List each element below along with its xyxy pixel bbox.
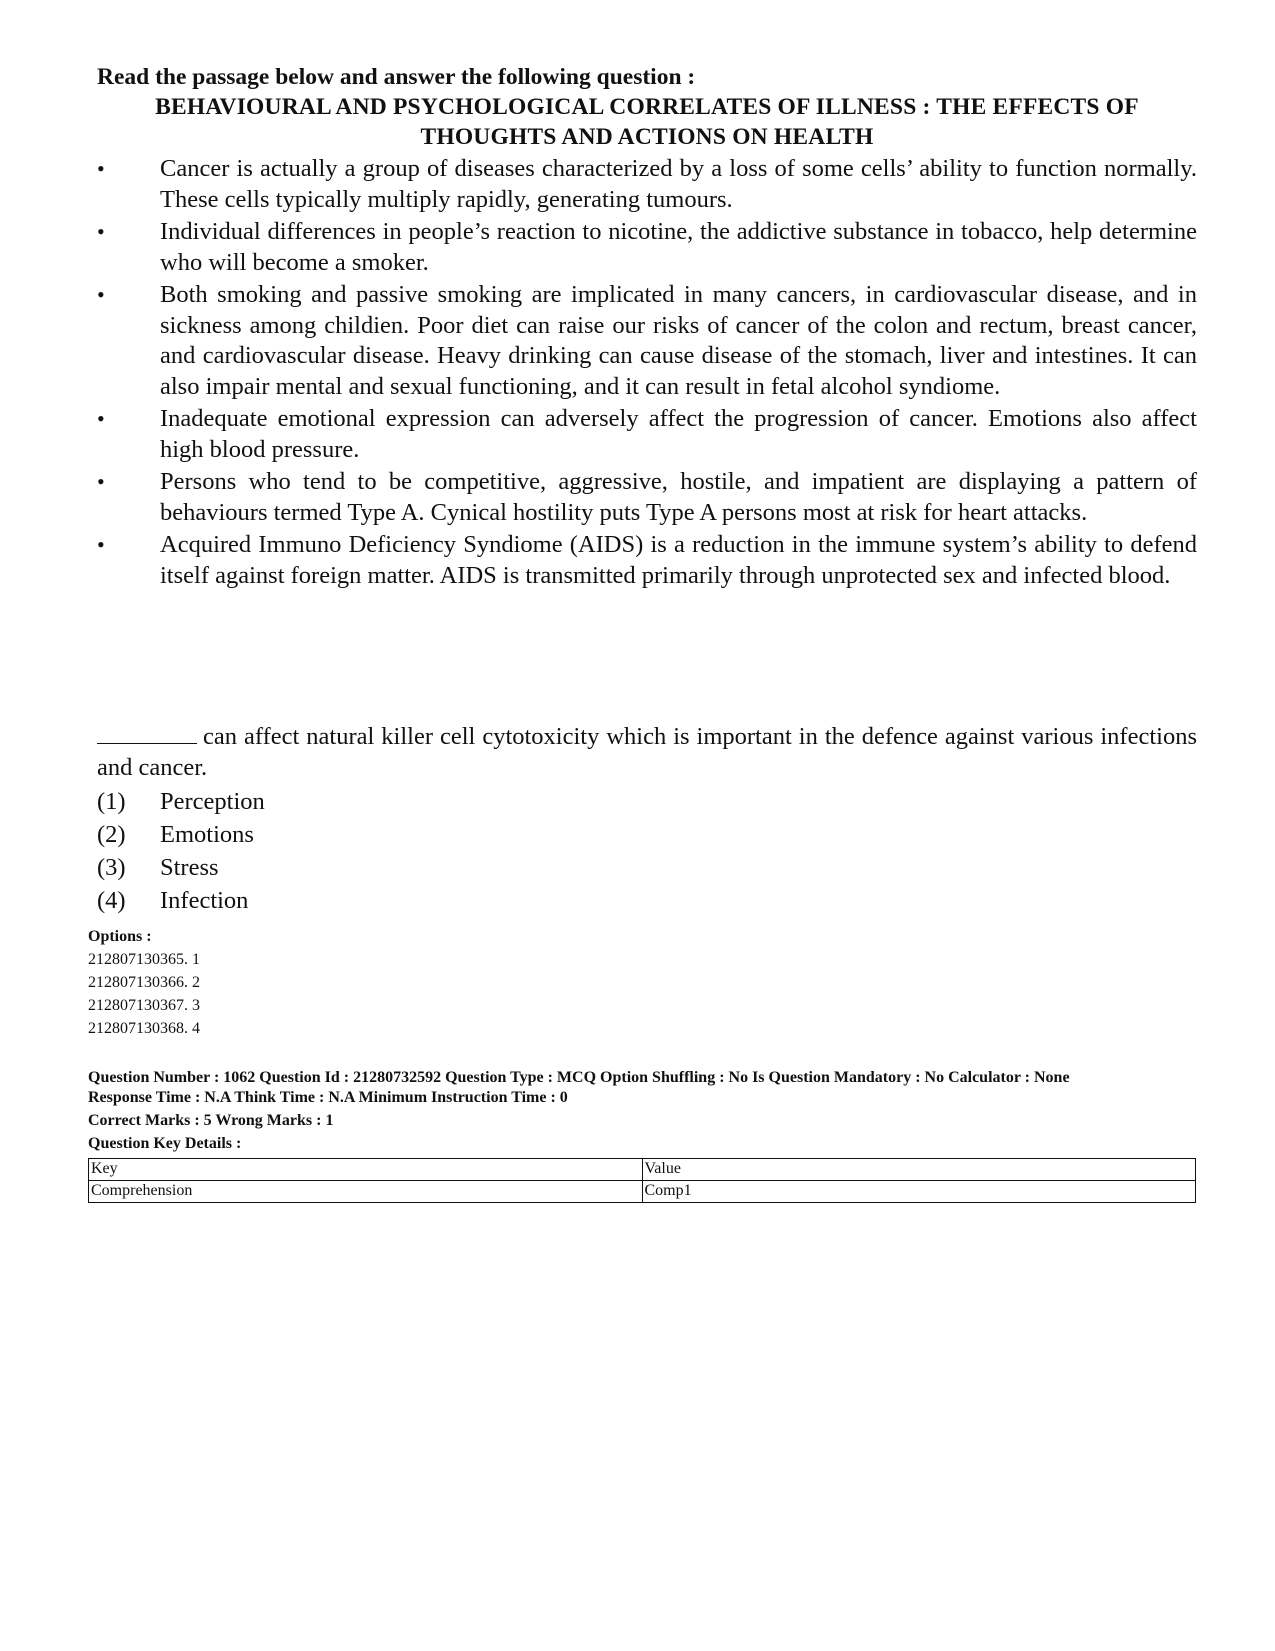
bullet-text: Cancer is actually a group of diseases characterized by a loss of some cells’ ability to function normally. These cells typically multiply rapidly, generating tumours. — [160, 155, 1197, 213]
passage — [97, 62, 1197, 593]
question-info-line: Response Time : N.A Think Time : N.A Minimum Instruction Time : 0 — [88, 1089, 568, 1106]
bullet-icon: • — [97, 156, 105, 181]
table-cell-key: Comprehension — [89, 1181, 643, 1203]
bullet-icon: • — [97, 406, 105, 431]
list-item — [97, 154, 1197, 215]
choice-text: Emotions — [160, 821, 254, 849]
list-item — [97, 467, 1197, 528]
table-row — [89, 1181, 1196, 1203]
option-id: 212807130368. 4 — [88, 1020, 200, 1037]
choice-number: (4) — [97, 887, 126, 915]
bullet-text: Both smoking and passive smoking are implicated in many cancers, in cardiovascular disease, and in sickness among childien. Poor diet can raise our risks of cancer of the colon and rectum, breast cancer, and cardiovascular disease. Heavy drinking can cause disease of the stomach, liver and intestines. It can also impair mental and sexual functioning, and it can result in fetal alcohol syndiome. — [160, 281, 1197, 400]
option-id: 212807130365. 1 — [88, 951, 200, 968]
list-item — [97, 217, 1197, 278]
bullet-icon: • — [97, 282, 105, 307]
passage-bullets — [97, 154, 1197, 591]
question-stem — [97, 722, 1197, 783]
list-item — [97, 280, 1197, 402]
answer-blank — [97, 725, 197, 744]
option-id: 212807130367. 3 — [88, 997, 200, 1014]
table-header-value: Value — [642, 1159, 1196, 1181]
choice-number: (1) — [97, 788, 126, 816]
choice-number: (3) — [97, 854, 126, 882]
question-metadata — [88, 925, 1198, 1203]
bullet-icon: • — [97, 532, 105, 557]
key-details-label: Question Key Details : — [88, 1135, 242, 1152]
answer-choice-4[interactable] — [97, 885, 1197, 918]
bullet-text: Acquired Immuno Deficiency Syndiome (AIDS) is a reduction in the immune system’s ability to defend itself against foreign matter. AIDS is transmitted primarily through unprotected sex and infected blood. — [160, 531, 1197, 589]
answer-choices — [97, 786, 1197, 918]
bullet-icon: • — [97, 219, 105, 244]
question-info-line: Question Number : 1062 Question Id : 21280732592 Question Type : MCQ Option Shuffling : No Is Question Mandatory : No Calculator : None — [88, 1069, 1070, 1086]
question — [97, 722, 1197, 918]
table-header-row — [89, 1159, 1196, 1181]
option-id: 212807130366. 2 — [88, 974, 200, 991]
question-stem-text: can affect natural killer cell cytotoxicity which is important in the defence against various infections and cancer. — [97, 723, 1197, 781]
question-info — [88, 1068, 1198, 1154]
list-item — [97, 530, 1197, 591]
passage-intro: Read the passage below and answer the following question : — [97, 64, 696, 90]
bullet-icon: • — [97, 469, 105, 494]
table-header-key: Key — [89, 1159, 643, 1181]
bullet-text: Persons who tend to be competitive, aggressive, hostile, and impatient are displaying a pattern of behaviours termed Type A. Cynical hostility puts Type A persons most at risk for heart attacks. — [160, 468, 1197, 526]
choice-text: Perception — [160, 788, 265, 816]
answer-choice-3[interactable] — [97, 852, 1197, 885]
list-item — [97, 404, 1197, 465]
answer-choice-1[interactable] — [97, 786, 1197, 819]
choice-text: Stress — [160, 854, 219, 882]
options-label: Options : — [88, 928, 152, 945]
passage-title: BEHAVIOURAL AND PSYCHOLOGICAL CORRELATES OF ILLNESS : THE EFFECTS OF THOUGHTS AND ACTIONS ON HEALTH — [155, 94, 1139, 150]
choice-number: (2) — [97, 821, 126, 849]
choice-text: Infection — [160, 887, 249, 915]
marks-line: Correct Marks : 5 Wrong Marks : 1 — [88, 1112, 334, 1129]
answer-choice-2[interactable] — [97, 819, 1197, 852]
key-details-table — [88, 1158, 1196, 1203]
table-cell-value: Comp1 — [642, 1181, 1196, 1203]
bullet-text: Individual differences in people’s reaction to nicotine, the addictive substance in tobacco, help determine who will become a smoker. — [160, 218, 1197, 276]
bullet-text: Inadequate emotional expression can adversely affect the progression of cancer. Emotions also affect high blood pressure. — [160, 405, 1197, 463]
